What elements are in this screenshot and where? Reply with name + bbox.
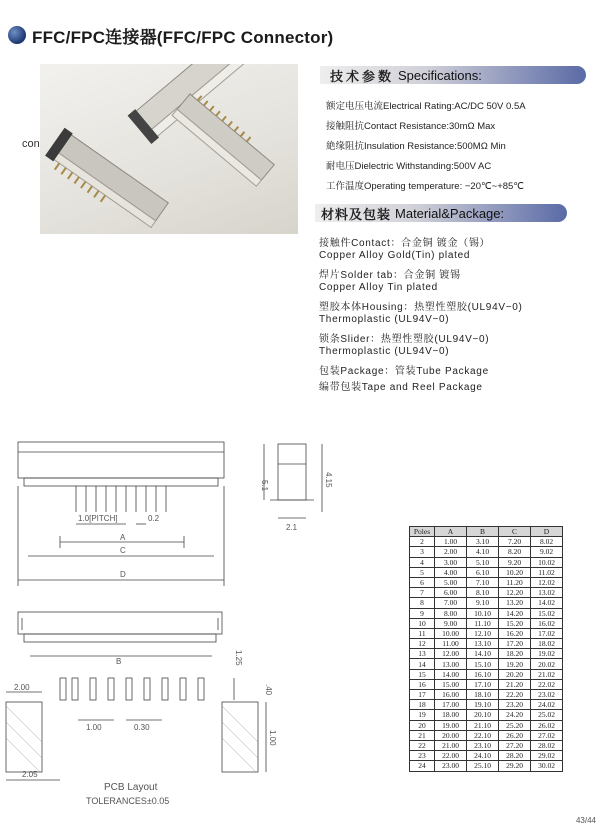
- dim-0-2: 0.2: [148, 514, 160, 523]
- page-number: 43/44: [575, 816, 596, 825]
- table-cell: 17.20: [499, 639, 531, 649]
- dim-0-40: .40: [264, 684, 273, 696]
- table-cell: 15.00: [435, 679, 467, 689]
- table-cell: 15.02: [531, 608, 563, 618]
- table-cell: 7.20: [499, 537, 531, 547]
- table-cell: 18.10: [467, 690, 499, 700]
- table-row: [410, 720, 563, 730]
- pcb-pad-left: [6, 702, 42, 772]
- table-row: [410, 598, 563, 608]
- table-cell: 2.00: [435, 547, 467, 557]
- material-line: Copper Alloy Gold(Tin) plated: [319, 250, 471, 261]
- specifications-banner-cn: 技术参数: [330, 68, 395, 84]
- table-cell: 23.20: [499, 700, 531, 710]
- table-cell: 22.20: [499, 690, 531, 700]
- table-cell: 25.20: [499, 720, 531, 730]
- table-cell: 13: [410, 649, 435, 659]
- table-cell: 7.10: [467, 577, 499, 587]
- table-cell: 15.20: [499, 618, 531, 628]
- table-cell: 18.00: [435, 710, 467, 720]
- spec-line: 耐电压Dielectric Withstanding:500V AC: [326, 161, 492, 172]
- table-row: [410, 588, 563, 598]
- table-cell: 17: [410, 690, 435, 700]
- table-cell: 12.20: [499, 588, 531, 598]
- table-cell: 22: [410, 740, 435, 750]
- table-cell: 14.02: [531, 598, 563, 608]
- product-photo: [40, 64, 298, 234]
- table-cell: 25.10: [467, 761, 499, 771]
- table-row: [410, 567, 563, 577]
- table-cell: 11.20: [499, 577, 531, 587]
- table-cell: 12.10: [467, 628, 499, 638]
- table-row: [410, 628, 563, 638]
- table-cell: 21: [410, 730, 435, 740]
- table-cell: 27.20: [499, 740, 531, 750]
- table-cell: 22.00: [435, 751, 467, 761]
- table-cell: 10.00: [435, 628, 467, 638]
- table-cell: 8.00: [435, 608, 467, 618]
- table-cell: 19.00: [435, 720, 467, 730]
- dim-1-00-vertical: 1.00: [268, 730, 277, 746]
- table-row: [410, 730, 563, 740]
- table-cell: 19.02: [531, 649, 563, 659]
- table-cell: 8: [410, 598, 435, 608]
- page-title: FFC/FPC连接器(FFC/FPC Connector): [32, 27, 334, 47]
- table-row: [410, 557, 563, 567]
- table-cell: 26.02: [531, 720, 563, 730]
- table-row: [410, 547, 563, 557]
- table-row: [410, 639, 563, 649]
- table-cell: 9.00: [435, 618, 467, 628]
- table-cell: 12.02: [531, 577, 563, 587]
- table-cell: 17.00: [435, 700, 467, 710]
- table-cell: 21.20: [499, 679, 531, 689]
- material-banner: [315, 204, 567, 222]
- pitch-label: 1.0[PITCH]: [78, 514, 118, 523]
- table-cell: 27.02: [531, 730, 563, 740]
- table-row: [410, 537, 563, 547]
- material-banner-cn: 材料及包装: [321, 206, 392, 222]
- material-line: 包装Package：管装Tube Package: [319, 366, 489, 377]
- photo-side-label: con: [22, 138, 40, 150]
- table-cell: 6.10: [467, 567, 499, 577]
- table-cell: 5.00: [435, 577, 467, 587]
- table-cell: 5.10: [467, 557, 499, 567]
- table-cell: 21.10: [467, 720, 499, 730]
- spec-line: 絶缘阻抗Insulation Resistance:500MΩ Min: [326, 141, 506, 152]
- table-cell: 20.20: [499, 669, 531, 679]
- table-cell: 20: [410, 720, 435, 730]
- dim-label-d: D: [120, 570, 126, 579]
- table-cell: 24.02: [531, 700, 563, 710]
- table-cell: 23.00: [435, 761, 467, 771]
- table-cell: 29.20: [499, 761, 531, 771]
- technical-drawing: [0, 430, 400, 827]
- material-line: 编带包装Tape and Reel Package: [319, 382, 483, 393]
- table-cell: 21.02: [531, 669, 563, 679]
- top-view-pins: [76, 486, 166, 512]
- material-line: Thermoplastic (UL94V−0): [319, 314, 450, 325]
- table-cell: 10: [410, 618, 435, 628]
- table-cell: 8.02: [531, 537, 563, 547]
- table-row: [410, 649, 563, 659]
- dim-2-00: 2.00: [14, 683, 30, 692]
- table-cell: 15.10: [467, 659, 499, 669]
- header-b: B: [467, 527, 499, 537]
- table-cell: 23.02: [531, 690, 563, 700]
- dim-label-b: B: [116, 657, 122, 666]
- table-cell: 28.20: [499, 751, 531, 761]
- dim-5-1: 5.1: [260, 480, 269, 492]
- table-cell: 13.20: [499, 598, 531, 608]
- table-cell: 15: [410, 669, 435, 679]
- table-cell: 8.20: [499, 547, 531, 557]
- table-cell: 9: [410, 608, 435, 618]
- table-row: [410, 679, 563, 689]
- table-cell: 8.10: [467, 588, 499, 598]
- table-cell: 6: [410, 577, 435, 587]
- table-cell: 24: [410, 761, 435, 771]
- table-cell: 20.10: [467, 710, 499, 720]
- table-cell: 1.00: [435, 537, 467, 547]
- material-line: 接触件Contact：合金铜 镀金（锡）: [319, 238, 491, 249]
- table-cell: 16.02: [531, 618, 563, 628]
- table-cell: 10.10: [467, 608, 499, 618]
- dim-1-00: 1.00: [86, 723, 102, 732]
- table-cell: 14.20: [499, 608, 531, 618]
- table-cell: 24.10: [467, 751, 499, 761]
- table-cell: 17.02: [531, 628, 563, 638]
- table-cell: 19: [410, 710, 435, 720]
- specifications-banner: [320, 66, 586, 84]
- table-cell: 19.10: [467, 700, 499, 710]
- table-cell: 25.02: [531, 710, 563, 720]
- table-cell: 20.00: [435, 730, 467, 740]
- table-cell: 2: [410, 537, 435, 547]
- table-cell: 14.00: [435, 669, 467, 679]
- table-cell: 11.10: [467, 618, 499, 628]
- table-cell: 3.00: [435, 557, 467, 567]
- table-cell: 11: [410, 628, 435, 638]
- table-cell: 13.00: [435, 659, 467, 669]
- tolerance-label: TOLERANCES±0.05: [86, 796, 170, 806]
- table-row: [410, 669, 563, 679]
- table-cell: 3.10: [467, 537, 499, 547]
- table-row: [410, 740, 563, 750]
- header-d: D: [531, 527, 563, 537]
- table-cell: 29.02: [531, 751, 563, 761]
- table-cell: 16.20: [499, 628, 531, 638]
- bullet-icon: [8, 26, 26, 44]
- table-cell: 14.10: [467, 649, 499, 659]
- table-cell: 23.10: [467, 740, 499, 750]
- table-row: [410, 751, 563, 761]
- pcb-layout-label: PCB Layout: [104, 782, 158, 793]
- material-line: 锁条Slider：热塑性塑胶(UL94V−0): [319, 334, 490, 345]
- table-cell: 23: [410, 751, 435, 761]
- dim-4-15: 4.15: [324, 472, 333, 488]
- dim-0-30: 0.30: [134, 723, 150, 732]
- table-cell: 16.00: [435, 690, 467, 700]
- header-c: C: [499, 527, 531, 537]
- table-row: [410, 700, 563, 710]
- table-row: [410, 761, 563, 771]
- table-cell: 9.10: [467, 598, 499, 608]
- table-row: [410, 608, 563, 618]
- table-cell: 10.02: [531, 557, 563, 567]
- spec-line: 额定电压电流Electrical Rating:AC/DC 50V 0.5A: [326, 101, 526, 112]
- header-a: A: [435, 527, 467, 537]
- table-row: [410, 577, 563, 587]
- pcb-pads: [60, 678, 204, 700]
- dimension-table: [409, 526, 563, 772]
- table-cell: 12: [410, 639, 435, 649]
- spec-line: 接触阻抗Contact Resistance:30mΩ Max: [326, 121, 496, 132]
- table-row: [410, 659, 563, 669]
- dim-1-25: 1.25: [234, 650, 243, 666]
- table-cell: 7.00: [435, 598, 467, 608]
- table-cell: 9.20: [499, 557, 531, 567]
- table-cell: 16: [410, 679, 435, 689]
- table-cell: 10.20: [499, 567, 531, 577]
- material-line: Copper Alloy Tin plated: [319, 282, 438, 293]
- table-cell: 4: [410, 557, 435, 567]
- table-row: [410, 618, 563, 628]
- spec-line: 工作温度Operating temperature: −20℃~+85℃: [326, 181, 524, 192]
- table-cell: 17.10: [467, 679, 499, 689]
- material-line: 塑胶本体Housing：热塑性塑胶(UL94V−0): [319, 302, 523, 313]
- material-banner-en: Material&Package:: [395, 205, 505, 221]
- table-row: [410, 690, 563, 700]
- dim-label-c: C: [120, 546, 126, 555]
- specifications-banner-en: Specifications:: [398, 67, 482, 83]
- table-cell: 20.02: [531, 659, 563, 669]
- table-cell: 19.20: [499, 659, 531, 669]
- header-poles: Poles: [410, 527, 435, 537]
- table-cell: 22.10: [467, 730, 499, 740]
- connector-photo-illustration: [40, 64, 298, 234]
- table-cell: 4.00: [435, 567, 467, 577]
- table-cell: 5: [410, 567, 435, 577]
- table-cell: 18.02: [531, 639, 563, 649]
- material-line: 焊片Solder tab：合金铜 镀锡: [319, 270, 461, 281]
- pcb-pad-right: [222, 702, 258, 772]
- top-view-outline: [18, 442, 224, 478]
- dim-label-a: A: [120, 533, 126, 542]
- table-cell: 9.02: [531, 547, 563, 557]
- table-cell: 6.00: [435, 588, 467, 598]
- table-cell: 16.10: [467, 669, 499, 679]
- table-cell: 22.02: [531, 679, 563, 689]
- table-cell: 24.20: [499, 710, 531, 720]
- table-cell: 26.20: [499, 730, 531, 740]
- table-cell: 13.10: [467, 639, 499, 649]
- material-line: Thermoplastic (UL94V−0): [319, 346, 450, 357]
- table-row: [410, 710, 563, 720]
- table-cell: 3: [410, 547, 435, 557]
- table-cell: 12.00: [435, 649, 467, 659]
- table-cell: 7: [410, 588, 435, 598]
- table-cell: 18.20: [499, 649, 531, 659]
- table-cell: 4.10: [467, 547, 499, 557]
- dim-2-1: 2.1: [286, 523, 298, 532]
- table-cell: 13.02: [531, 588, 563, 598]
- table-cell: 30.02: [531, 761, 563, 771]
- table-cell: 14: [410, 659, 435, 669]
- table-cell: 11.00: [435, 639, 467, 649]
- table-header-row: [410, 527, 563, 537]
- title-block: [8, 22, 333, 48]
- table-cell: 18: [410, 700, 435, 710]
- table-cell: 28.02: [531, 740, 563, 750]
- table-cell: 11.02: [531, 567, 563, 577]
- table-cell: 21.00: [435, 740, 467, 750]
- dim-2-05: 2.05: [22, 770, 38, 779]
